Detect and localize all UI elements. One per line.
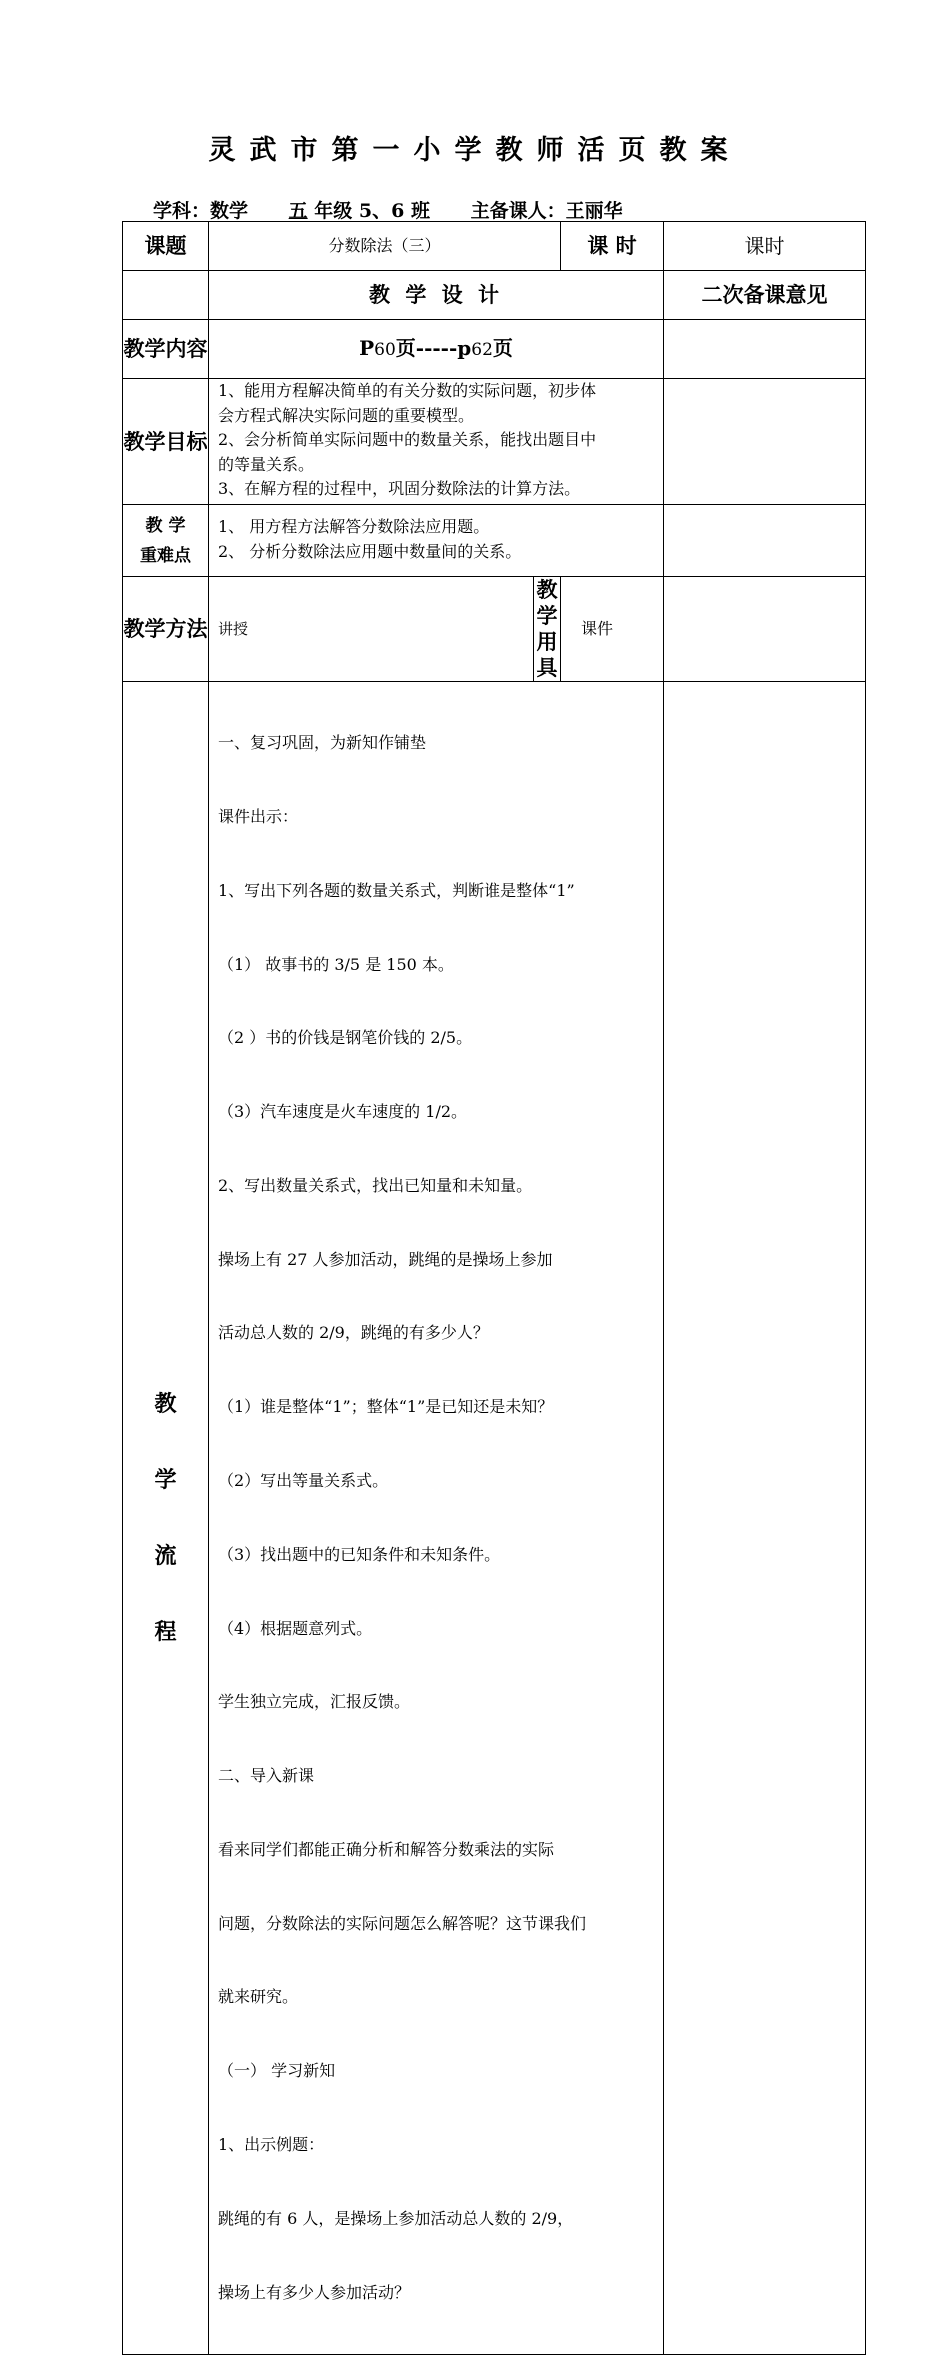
hours-label: 课 时 [561,222,664,271]
tools-value: 课件 [561,577,664,682]
flow-line: 二、导入新课 [218,1766,315,1786]
flow-line: 1、写出下列各题的数量关系式，判断谁是整体“1” [218,880,575,900]
flow-line: （1） 故事书的 3/5 是 150 本。 [218,954,454,974]
key-point-line: 1、 用方程方法解答分数除法应用题。 [218,517,490,536]
key-points-label [123,505,209,577]
goals-list [209,379,664,505]
header-info [153,196,623,223]
goal-line: 的等量关系。 [218,454,315,474]
content-value [209,320,664,379]
method-value: 讲授 [209,577,534,682]
flow-line: （2）写出等量关系式。 [218,1471,389,1490]
goals-label: 教学目标 [123,379,209,505]
flow-line: 课件出示： [218,806,299,826]
row-method [123,577,866,682]
key-label-line1: 教 学 [145,515,186,536]
key-points-list [209,505,664,577]
second-prep-cell [664,682,866,2355]
content-end: 页 [492,335,513,360]
flow-line: （3）汽车速度是火车速度的 1/2。 [218,1102,468,1122]
tools-label: 教学用具 [534,577,561,682]
topic-value: 分数除法（三） [209,222,561,271]
second-prep-cell [664,379,866,505]
flow-line: （一） 学习新知 [218,2061,336,2081]
flow-char: 学 [154,1467,177,1494]
flow-char: 流 [154,1543,177,1570]
flow-content [209,682,664,2355]
flow-line: （2 ）书的价钱是钢笔价钱的 2/5。 [218,1028,473,1048]
flow-line: （1）谁是整体“1”；整体“1”是已知还是未知？ [218,1397,554,1417]
flow-char: 教 [154,1391,177,1418]
teacher-label: 主备课人：王丽华 [470,200,623,222]
flow-label [123,682,209,2355]
row-goals [123,379,866,505]
row-content [123,320,866,379]
flow-line: （3）找出题中的已知条件和未知条件。 [218,1544,501,1564]
row-topic [123,222,866,271]
goal-line: 2、会分析简单实际问题中的数量关系，能找出题目中 [218,430,597,450]
method-label: 教学方法 [123,577,209,682]
second-prep-cell [664,577,866,682]
flow-line: 看来同学们都能正确分析和解答分数乘法的实际 [218,1839,555,1859]
flow-line: 2、写出数量关系式，找出已知量和未知量。 [218,1175,533,1195]
second-prep-label: 二次备课意见 [664,271,866,320]
content-page-end: 62 [471,339,493,360]
flow-line: 就来研究。 [218,1987,299,2007]
flow-line: 问题，分数除法的实际问题怎么解答呢？这节课我们 [218,1913,587,1933]
grade-number: 五 [288,200,308,222]
second-prep-cell [664,505,866,577]
key-label-line2: 重难点 [140,545,191,566]
flow-line: 1、出示例题： [218,2135,325,2155]
flow-line: 操场上有 27 人参加活动，跳绳的是操场上参加 [218,1249,553,1269]
goal-line: 会方程式解决实际问题的重要模型。 [218,405,475,425]
row-design [123,271,866,320]
grade-class: 年级 5、6 班 [314,200,430,222]
second-prep-cell [664,320,866,379]
page-title: 灵武市第一小学教师活页教案 [208,135,742,166]
row-flow [123,682,866,2355]
flow-line: （4）根据题意列式。 [218,1618,373,1638]
design-label: 教 学 设 计 [209,271,664,320]
topic-label: 课题 [123,222,209,271]
flow-line: 跳绳的有 6 人，是操场上参加活动总人数的 2/9， [218,2208,574,2228]
flow-line: 学生独立完成，汇报反馈。 [218,1692,411,1712]
flow-line: 活动总人数的 2/9，跳绳的有多少人？ [218,1323,489,1343]
subject-label: 学科：数学 [153,200,249,222]
content-mid: 页-----p [395,335,472,360]
content-page-start: 60 [374,339,396,360]
flow-line: 操场上有多少人参加活动？ [218,2282,411,2302]
row-key-points [123,505,866,577]
goal-line: 3、在解方程的过程中，巩固分数除法的计算方法。 [218,479,581,499]
content-label: 教学内容 [123,320,209,379]
goal-line: 1、能用方程解决简单的有关分数的实际问题，初步体 [218,381,597,400]
lesson-plan-table [122,221,866,2355]
key-point-line: 2、 分析分数除法应用题中数量间的关系。 [218,541,522,561]
flow-line: 一、复习巩固，为新知作铺垫 [218,733,427,753]
content-p1: P [359,335,375,360]
flow-char: 程 [154,1619,177,1646]
empty-cell [123,271,209,320]
hours-value: 课时 [664,222,866,271]
